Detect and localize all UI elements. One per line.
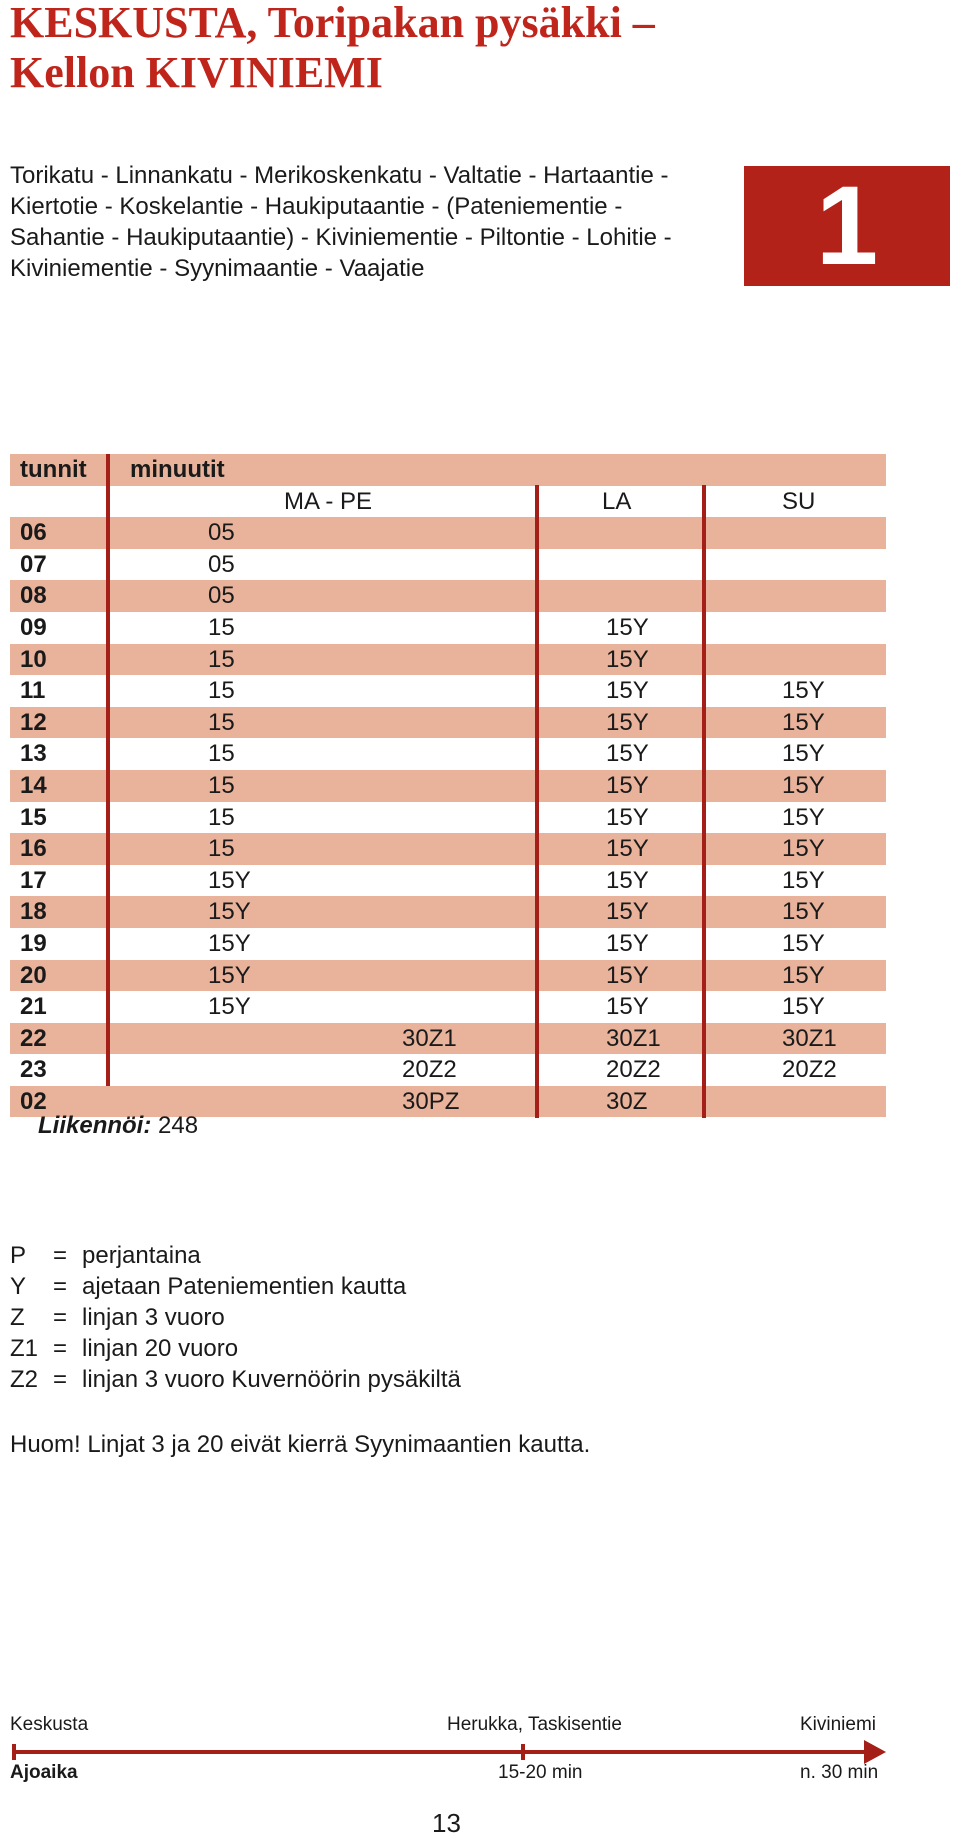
hour-cell: 23 <box>20 1056 47 1084</box>
saturday-minutes: 15Y <box>606 708 649 736</box>
legend-text: ajetaan Pateniementien kautta <box>82 1273 407 1300</box>
page-number: 13 <box>432 1808 461 1838</box>
table-row <box>10 865 886 897</box>
table-row <box>10 833 886 865</box>
sunday-minutes: 15Y <box>782 961 825 989</box>
legend-text: linjan 3 vuoro Kuvernöörin pysäkiltä <box>82 1366 461 1393</box>
sunday-minutes: 15Y <box>782 993 825 1021</box>
travel-time-mid: 15-20 min <box>498 1762 583 1783</box>
stop-start: Keskusta <box>10 1714 89 1735</box>
table-row <box>10 644 886 676</box>
travel-time-label: Ajoaika <box>10 1762 78 1783</box>
table-row <box>10 1023 886 1055</box>
sunday-minutes: 15Y <box>782 835 825 863</box>
stop-mid: Herukka, Taskisentie <box>447 1714 622 1735</box>
stop-start-tick <box>12 1744 16 1760</box>
saturday-minutes: 15Y <box>606 613 649 641</box>
stop-mid-tick <box>521 1744 525 1760</box>
saturday-minutes: 15Y <box>606 803 649 831</box>
route-description <box>10 160 710 284</box>
table-row <box>10 707 886 739</box>
saturday-minutes: 15Y <box>606 677 649 705</box>
weekday-minutes: 15 <box>208 708 235 736</box>
legend-key: Z <box>10 1304 25 1331</box>
operator <box>38 1112 198 1140</box>
saturday-minutes: 30Z1 <box>606 1024 661 1052</box>
saturday-minutes: 30Z <box>606 1087 648 1115</box>
saturday-minutes: 15Y <box>606 835 649 863</box>
table-row <box>10 612 886 644</box>
table-row <box>10 928 886 960</box>
table-row <box>10 1054 886 1086</box>
legend-item <box>10 1364 461 1395</box>
route-line: Kiviniementie - Syynimaantie - Vaajatie <box>10 255 425 282</box>
weekday-saturday-divider <box>535 485 539 1118</box>
legend-key: P <box>10 1242 27 1269</box>
saturday-minutes: 15Y <box>606 993 649 1021</box>
legend-key: Z2 <box>10 1366 39 1393</box>
saturday-minutes: 15Y <box>606 898 649 926</box>
weekday-night-minutes: 30PZ <box>402 1087 460 1115</box>
timetable-rows <box>10 517 886 1117</box>
title-line-2: Kellon KIVINIEMI <box>10 48 383 97</box>
sunday-minutes: 15Y <box>782 708 825 736</box>
sunday-minutes: 15Y <box>782 677 825 705</box>
weekday-minutes: 15 <box>208 613 235 641</box>
saturday-minutes: 15Y <box>606 929 649 957</box>
weekday-minutes: 15Y <box>208 993 251 1021</box>
minutes-column-header: minuutit <box>130 456 225 483</box>
route-line-axis <box>12 1750 868 1754</box>
table-row <box>10 802 886 834</box>
hour-cell: 16 <box>20 835 47 863</box>
table-row <box>10 770 886 802</box>
arrow-right-icon <box>864 1740 886 1764</box>
legend-text: linjan 20 vuoro <box>82 1335 239 1362</box>
hour-cell: 09 <box>20 613 47 641</box>
hour-cell: 02 <box>20 1087 47 1115</box>
legend-eq: = <box>52 1242 67 1269</box>
stop-end: Kiviniemi <box>800 1714 877 1735</box>
legend-eq: = <box>52 1335 67 1362</box>
saturday-minutes: 15Y <box>606 645 649 673</box>
note: Huom! Linjat 3 ja 20 eivät kierrä Syynimaantien kautta. <box>10 1431 591 1458</box>
legend-item <box>10 1333 461 1364</box>
hour-cell: 21 <box>20 993 47 1021</box>
sunday-minutes: 15Y <box>782 803 825 831</box>
table-row <box>10 549 886 581</box>
weekday-minutes: 15 <box>208 803 235 831</box>
timetable <box>10 454 886 1117</box>
travel-time-end: n. 30 min <box>800 1762 879 1783</box>
saturday-minutes: 15Y <box>606 771 649 799</box>
table-row <box>10 580 886 612</box>
table-row <box>10 896 886 928</box>
operator-label: Liikennöi: <box>38 1112 152 1139</box>
hour-cell: 08 <box>20 582 47 610</box>
saturday-header: LA <box>602 487 632 515</box>
sunday-header: SU <box>782 487 816 515</box>
weekday-minutes: 15 <box>208 645 235 673</box>
weekday-minutes: 15Y <box>208 866 251 894</box>
hours-column-header: tunnit <box>20 456 87 483</box>
hour-cell: 18 <box>20 898 47 926</box>
hour-cell: 14 <box>20 771 47 799</box>
weekday-minutes: 15 <box>208 740 235 768</box>
title-line-1: KESKUSTA, Toripakan pysäkki – <box>10 0 655 47</box>
table-row <box>10 738 886 770</box>
page-title <box>10 0 655 98</box>
legend-eq: = <box>52 1304 67 1331</box>
saturday-minutes: 15Y <box>606 961 649 989</box>
legend-eq: = <box>52 1273 67 1300</box>
legend-eq: = <box>52 1366 67 1393</box>
weekday-minutes: 05 <box>208 582 235 610</box>
timetable-header-row <box>10 454 886 486</box>
weekday-minutes: 15Y <box>208 898 251 926</box>
weekday-minutes: 15Y <box>208 929 251 957</box>
hour-cell: 13 <box>20 740 47 768</box>
saturday-minutes: 15Y <box>606 866 649 894</box>
route-line: Kiertotie - Koskelantie - Haukiputaantie - (Pateniementie - <box>10 193 623 220</box>
sunday-minutes: 20Z2 <box>782 1056 837 1084</box>
legend-key: Z1 <box>10 1335 39 1362</box>
hour-divider <box>106 454 110 1086</box>
table-row <box>10 517 886 549</box>
hour-cell: 20 <box>20 961 47 989</box>
hour-cell: 17 <box>20 866 47 894</box>
hour-cell: 06 <box>20 519 47 547</box>
saturday-sunday-divider <box>702 485 706 1118</box>
table-row <box>10 675 886 707</box>
table-row <box>10 991 886 1023</box>
sunday-minutes: 15Y <box>782 898 825 926</box>
weekday-minutes: 15 <box>208 835 235 863</box>
weekday-minutes: 15 <box>208 677 235 705</box>
line-number-badge: 1 <box>744 166 950 286</box>
table-row <box>10 960 886 992</box>
hour-cell: 19 <box>20 929 47 957</box>
saturday-minutes: 15Y <box>606 740 649 768</box>
weekday-night-minutes: 20Z2 <box>402 1056 457 1084</box>
hour-cell: 11 <box>20 677 46 705</box>
legend-text: linjan 3 vuoro <box>82 1304 225 1331</box>
operator-value: 248 <box>158 1112 199 1139</box>
weekday-minutes: 15 <box>208 771 235 799</box>
hour-cell: 10 <box>20 645 47 673</box>
legend-item <box>10 1302 461 1333</box>
weekday-night-minutes: 30Z1 <box>402 1024 457 1052</box>
hour-cell: 15 <box>20 803 47 831</box>
legend-item <box>10 1240 461 1271</box>
hour-cell: 12 <box>20 708 47 736</box>
route-line: Sahantie - Haukiputaantie) - Kiviniementie - Piltontie - Lohitie - <box>10 224 672 251</box>
sunday-minutes: 15Y <box>782 929 825 957</box>
weekday-header: MA - PE <box>284 487 373 515</box>
legend-key: Y <box>10 1273 27 1300</box>
legend-item <box>10 1271 461 1302</box>
sunday-minutes: 15Y <box>782 866 825 894</box>
hour-cell: 07 <box>20 550 47 578</box>
weekday-minutes: 15Y <box>208 961 251 989</box>
route-line: Torikatu - Linnankatu - Merikoskenkatu - Valtatie - Hartaantie - <box>10 162 669 189</box>
weekday-minutes: 05 <box>208 519 235 547</box>
sunday-minutes: 15Y <box>782 771 825 799</box>
sunday-minutes: 30Z1 <box>782 1024 837 1052</box>
legend <box>10 1240 461 1395</box>
saturday-minutes: 20Z2 <box>606 1056 661 1084</box>
weekday-minutes: 05 <box>208 550 235 578</box>
sunday-minutes: 15Y <box>782 740 825 768</box>
hour-cell: 22 <box>20 1024 47 1052</box>
day-type-row <box>10 486 886 518</box>
legend-text: perjantaina <box>82 1242 201 1269</box>
